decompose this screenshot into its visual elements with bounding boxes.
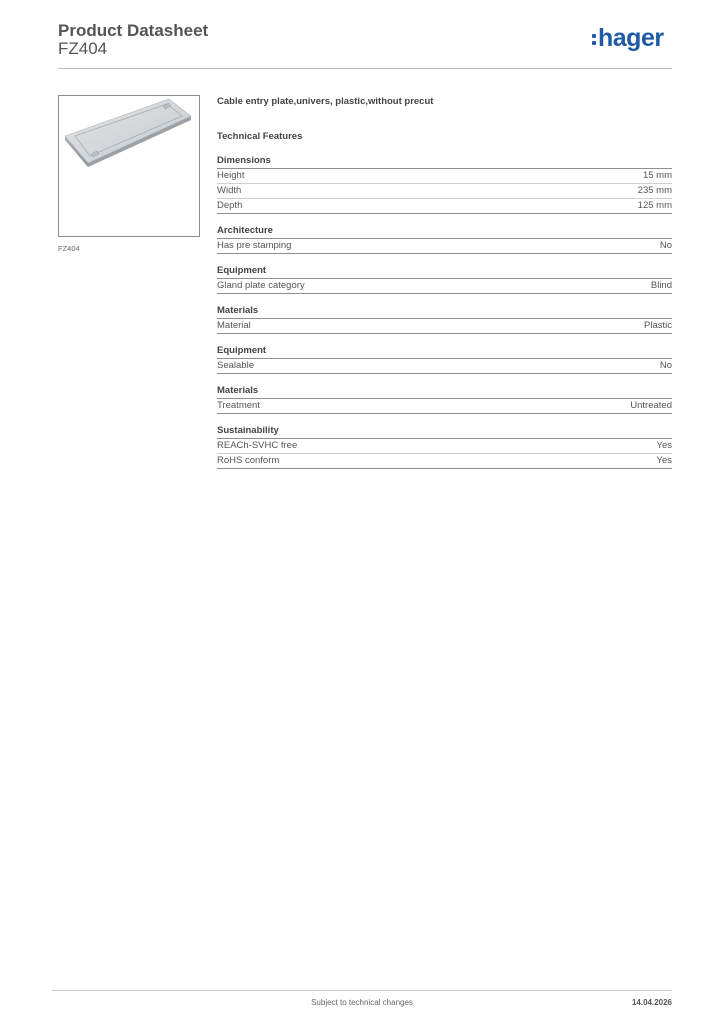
spec-value: Yes bbox=[656, 455, 672, 466]
spec-row bbox=[217, 359, 672, 374]
footer-note: Subject to technical changes bbox=[311, 998, 413, 1007]
spec-label: Width bbox=[217, 185, 242, 196]
spec-label: Sealable bbox=[217, 360, 254, 371]
spec-row bbox=[217, 199, 672, 214]
spec-row bbox=[217, 169, 672, 184]
spec-label: Material bbox=[217, 320, 251, 331]
footer-divider bbox=[52, 990, 672, 991]
spec-label: Gland plate category bbox=[217, 280, 305, 291]
group-architecture bbox=[217, 224, 672, 254]
page-title: Product Datasheet bbox=[58, 21, 209, 40]
group-title: Sustainability bbox=[217, 424, 672, 439]
spec-value: Yes bbox=[656, 440, 672, 451]
group-materials-2 bbox=[217, 384, 672, 414]
spec-row bbox=[217, 184, 672, 199]
spec-label: RoHS conform bbox=[217, 455, 280, 466]
group-title: Equipment bbox=[217, 344, 672, 359]
image-caption: FZ404 bbox=[58, 244, 80, 253]
spec-value: 15 mm bbox=[642, 170, 672, 181]
group-sustainability bbox=[217, 424, 672, 469]
spec-value: Untreated bbox=[630, 400, 672, 411]
group-title: Dimensions bbox=[217, 154, 672, 169]
spec-row bbox=[217, 319, 672, 334]
spec-value: No bbox=[659, 360, 672, 371]
spec-value: Plastic bbox=[644, 320, 672, 331]
spec-label: Height bbox=[217, 170, 245, 181]
spec-row bbox=[217, 399, 672, 414]
header-divider bbox=[58, 68, 672, 69]
spec-label: Has pre stamping bbox=[217, 240, 292, 251]
spec-row bbox=[217, 279, 672, 294]
group-equipment bbox=[217, 264, 672, 294]
group-materials bbox=[217, 304, 672, 334]
group-title: Materials bbox=[217, 384, 672, 399]
spec-value: No bbox=[659, 240, 672, 251]
group-dimensions bbox=[217, 154, 672, 214]
product-code: FZ404 bbox=[58, 39, 108, 58]
spec-label: Depth bbox=[217, 200, 243, 211]
technical-features-heading: Technical Features bbox=[217, 131, 303, 142]
logo-colon-icon bbox=[592, 31, 597, 47]
spec-row bbox=[217, 239, 672, 254]
spec-row bbox=[217, 439, 672, 454]
group-title: Materials bbox=[217, 304, 672, 319]
product-description: Cable entry plate,univers, plastic,without precut bbox=[217, 96, 434, 107]
spec-value: Blind bbox=[650, 280, 672, 291]
logo-text: hager bbox=[598, 24, 664, 52]
technical-content bbox=[217, 95, 672, 469]
group-title: Architecture bbox=[217, 224, 672, 239]
spec-value: 125 mm bbox=[637, 200, 672, 211]
cable-entry-plate-icon bbox=[59, 96, 199, 236]
spec-row bbox=[217, 454, 672, 469]
footer-date: 14.04.2026 bbox=[631, 998, 672, 1007]
spec-value: 235 mm bbox=[637, 185, 672, 196]
group-equipment-2 bbox=[217, 344, 672, 374]
spec-label: Treatment bbox=[217, 400, 260, 411]
product-image bbox=[58, 95, 200, 237]
group-title: Equipment bbox=[217, 264, 672, 279]
spec-label: REACh-SVHC free bbox=[217, 440, 298, 451]
hager-logo bbox=[592, 26, 664, 51]
